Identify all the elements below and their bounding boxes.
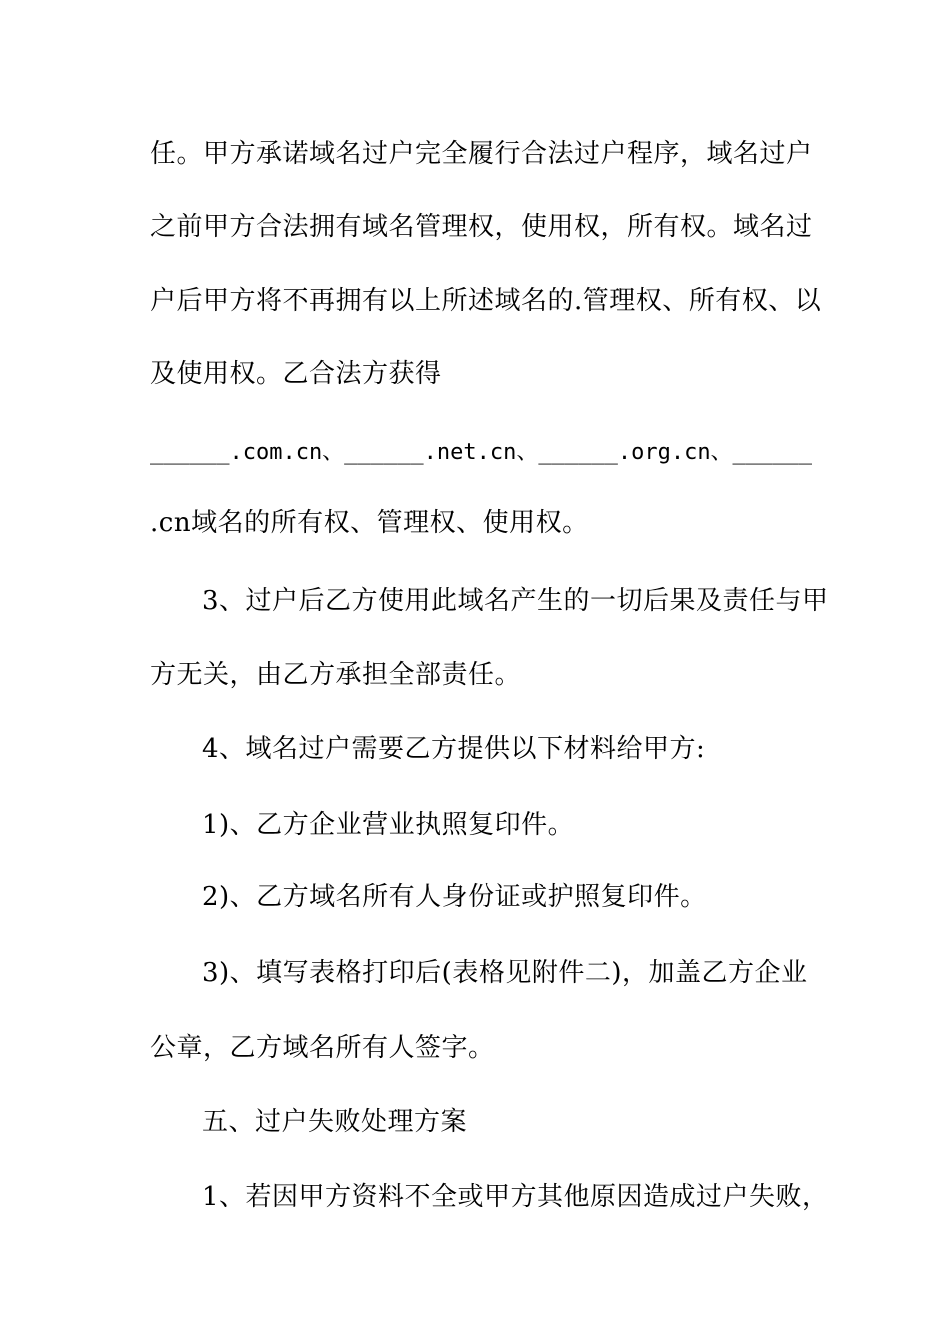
list-item-3: 3)、填写表格打印后(表格见附件二)，加盖乙方企业 — [202, 958, 808, 988]
clause-1: 1、若因甲方资料不全或甲方其他原因造成过户失败， — [202, 1182, 829, 1212]
domain-blanks-line: ______.com.cn、______.net.cn、______.org.cn、______ — [150, 440, 813, 465]
list-item-1: 1)、乙方企业营业执照复印件。 — [202, 810, 575, 840]
list-item-2: 2)、乙方域名所有人身份证或护照复印件。 — [202, 882, 707, 912]
text-line: 方无关，由乙方承担全部责任。 — [150, 660, 522, 690]
text-line: .cn域名的所有权、管理权、使用权。 — [150, 508, 589, 538]
text-line: 户后甲方将不再拥有以上所述域名的.管理权、所有权、以 — [150, 286, 822, 316]
text-line: 之前甲方合法拥有域名管理权，使用权，所有权。域名过 — [150, 212, 813, 242]
section-heading: 五、过户失败处理方案 — [202, 1107, 468, 1137]
text-line: 任。甲方承诺域名过户完全履行合法过户程序，域名过户 — [150, 139, 813, 169]
clause-4: 4、域名过户需要乙方提供以下材料给甲方: — [202, 734, 706, 764]
clause-3: 3、过户后乙方使用此域名产生的一切后果及责任与甲 — [202, 586, 829, 616]
text-line: 公章，乙方域名所有人签字。 — [150, 1033, 495, 1063]
text-line: 及使用权。乙合法方获得 — [150, 359, 442, 389]
